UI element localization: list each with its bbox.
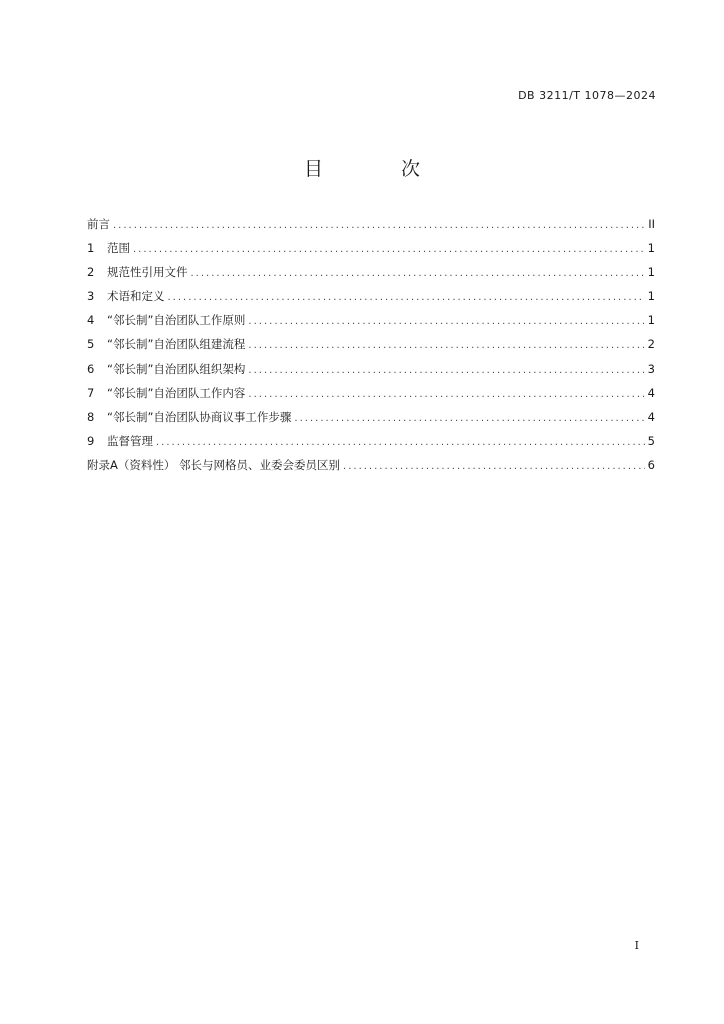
toc-label: 附录A（资料性） 邻长与网格员、业委会委员区别 [87,457,341,472]
page-number: I [634,939,639,952]
toc-page-number: 1 [647,241,655,256]
toc-entry-scope[interactable] [87,240,655,264]
toc-number: 3 [87,289,95,304]
toc-page-number: 3 [647,361,655,376]
toc-leader-dots [291,413,645,424]
page-title: 目 次 [303,158,457,180]
toc-entry-work-content[interactable] [87,385,655,409]
toc-entry-supervision[interactable] [87,433,655,457]
toc-label: “邻长制”自治团队组织架构 [107,361,246,376]
toc-number: 1 [87,241,95,256]
toc-number: 4 [87,313,95,328]
toc-label: 术语和定义 [107,289,165,304]
toc-leader-dots [245,316,645,327]
toc-label: 范围 [107,241,130,256]
toc-number: 7 [87,385,95,400]
toc-leader-dots [110,220,645,231]
toc-page-number: 2 [647,337,655,352]
toc-leader-dots [130,244,645,255]
toc-entry-formation-process[interactable] [87,336,655,360]
toc-label: “邻长制”自治团队工作内容 [107,385,246,400]
toc-page-number: 5 [647,433,655,448]
toc-page-number: 1 [647,265,655,280]
toc-leader-dots [153,437,645,448]
toc-leader-dots [165,292,646,303]
toc-entry-organization-structure[interactable] [87,361,655,385]
toc-entry-appendix-a[interactable] [87,457,655,481]
toc-label: “邻长制”自治团队协商议事工作步骤 [107,409,292,424]
toc-page-number: 1 [647,313,655,328]
toc-page-number: II [648,217,655,231]
toc-entry-preface[interactable] [87,216,655,240]
toc-number: 9 [87,433,95,448]
toc-leader-dots [245,389,645,400]
toc-label: 监督管理 [107,433,153,448]
toc-label: 前言 [87,217,110,231]
toc-page-number: 4 [647,409,655,424]
toc-entry-work-principles[interactable] [87,312,655,336]
toc-page-number: 6 [647,457,655,472]
toc-number: 6 [87,361,95,376]
toc-page-number: 1 [647,289,655,304]
toc-number: 8 [87,409,95,424]
toc-label: “邻长制”自治团队工作原则 [107,313,246,328]
toc-entry-terms-definitions[interactable] [87,288,655,312]
document-code: DB 3211/T 1078—2024 [518,89,656,102]
toc-number: 5 [87,337,95,352]
toc-leader-dots [340,461,645,472]
toc-entry-normative-references[interactable] [87,264,655,288]
toc-leader-dots [245,365,645,376]
toc-entry-consultation-steps[interactable] [87,409,655,433]
toc-number: 2 [87,265,95,280]
toc-label: 规范性引用文件 [107,265,188,280]
toc-label: “邻长制”自治团队组建流程 [107,337,246,352]
toc-leader-dots [188,268,646,279]
table-of-contents [87,216,655,481]
toc-leader-dots [245,340,645,351]
toc-page-number: 4 [647,385,655,400]
